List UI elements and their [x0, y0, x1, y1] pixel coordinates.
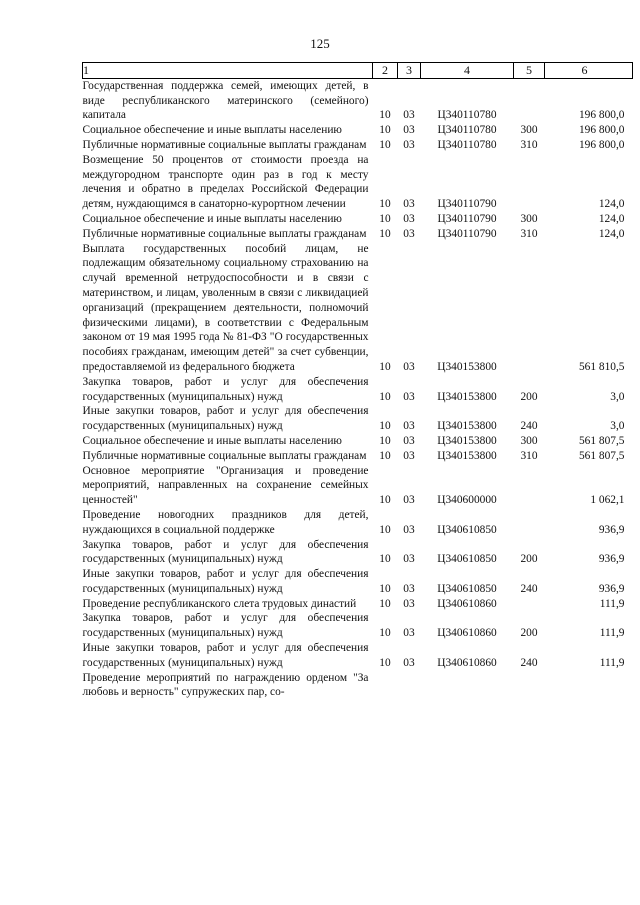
row-name: Иные закупки товаров, работ и услуг для обеспечения государственных (муниципальных) нужд: [82, 405, 369, 433]
table-row: [83, 212, 633, 227]
row-section: 10: [379, 553, 391, 566]
row-amount: 196 800,0: [578, 138, 625, 151]
row-name: Государственная поддержка семей, имеющих детей, в виде республиканского материнского (семейного) капитала: [82, 79, 369, 122]
row-name: Закупка товаров, работ и услуг для обеспечения государственных (муниципальных) нужд: [82, 538, 369, 566]
row-name: Закупка товаров, работ и услуг для обеспечения государственных (муниципальных) нужд: [82, 375, 369, 403]
row-subsection: 03: [403, 390, 415, 403]
header-col-6: 6: [545, 63, 633, 79]
row-target-article: Ц340610860: [437, 627, 497, 640]
row-subsection: 03: [403, 198, 415, 211]
row-target-article: Ц340110790: [437, 198, 497, 211]
row-amount: 196 800,0: [578, 124, 625, 137]
row-expense-type: [514, 508, 545, 538]
table-row: [83, 567, 633, 597]
table-row: [83, 508, 633, 538]
row-amount: 196 800,0: [578, 109, 625, 122]
row-section: 10: [379, 420, 391, 433]
row-amount: 936,9: [598, 553, 625, 566]
row-target-article: Ц340110790: [437, 227, 497, 240]
row-expense-type: 310: [520, 227, 538, 240]
row-section: 10: [379, 360, 391, 373]
row-subsection: 03: [403, 434, 415, 447]
budget-table: [82, 62, 633, 700]
table-row: [83, 375, 633, 405]
row-section: 10: [379, 597, 391, 610]
row-section: 10: [379, 212, 391, 225]
row-target-article: Ц340153800: [437, 434, 497, 447]
row-amount: 111,9: [599, 627, 625, 640]
row-section: 10: [379, 582, 391, 595]
row-name: Закупка товаров, работ и услуг для обеспечения государственных (муниципальных) нужд: [82, 612, 369, 640]
row-amount: 124,0: [598, 212, 625, 225]
row-expense-type: 240: [520, 582, 538, 595]
row-subsection: 03: [403, 553, 415, 566]
row-target-article: [421, 671, 514, 701]
row-subsection: 03: [403, 124, 415, 137]
header-col-3: 3: [398, 63, 421, 79]
row-name: Социальное обеспечение и иные выплаты населению: [82, 124, 342, 137]
row-name: Возмещение 50 процентов от стоимости проезда на междугородном транспорте один раз в год к месту лечения и обратно в пределах Российской Федерации детям, нуждающимся в санаторно-курортном лечении: [82, 153, 369, 211]
row-amount: 124,0: [598, 227, 625, 240]
row-expense-type: 200: [520, 390, 538, 403]
row-section: [373, 671, 398, 701]
row-target-article: Ц340153800: [437, 360, 497, 373]
row-expense-type: 240: [520, 656, 538, 669]
row-target-article: Ц340600000: [437, 494, 497, 507]
row-expense-type: [514, 242, 545, 375]
table-row: [83, 611, 633, 641]
row-subsection: 03: [403, 627, 415, 640]
table-row: [83, 123, 633, 138]
row-target-article: Ц340610850: [437, 582, 497, 595]
row-subsection: 03: [403, 656, 415, 669]
table-row: [83, 538, 633, 568]
row-name: Основное мероприятие "Организация и проведение мероприятий, направленных на сохранение семейных ценностей": [82, 464, 369, 507]
row-target-article: Ц340610860: [437, 597, 497, 610]
row-name: Иные закупки товаров, работ и услуг для обеспечения государственных (муниципальных) нужд: [82, 642, 369, 669]
row-target-article: Ц340610850: [437, 553, 497, 566]
row-subsection: 03: [403, 212, 415, 225]
row-expense-type: [514, 597, 545, 612]
row-name: Публичные нормативные социальные выплаты гражданам: [82, 227, 367, 240]
row-subsection: 03: [403, 523, 415, 536]
table-row: [83, 671, 633, 701]
table-row: [83, 597, 633, 612]
row-subsection: 03: [403, 597, 415, 610]
row-name: Проведение мероприятий по награждению орденом "За любовь и верность" супружеских пар, со-: [82, 671, 369, 699]
row-expense-type: [514, 671, 545, 701]
row-name: Выплата государственных пособий лицам, не подлежащим обязательному социальному страхованию на случай временной нетрудоспособности и в связи с материнством, и лицам, уволенным в связи с ликвидацией организаций (прекращением деятельности, полномочий физическими лицами), в соответствии с Федеральным законом от 19 мая 1995 года № 81-ФЗ "О государственных пособиях гражданам, имеющим детей" за счет субвенции, предоставляемой из федерального бюджета: [82, 242, 369, 373]
row-section: 10: [379, 138, 391, 151]
row-name: Публичные нормативные социальные выплаты гражданам: [82, 138, 367, 151]
table-row: [83, 153, 633, 212]
table-row: [83, 242, 633, 375]
row-expense-type: [514, 464, 545, 508]
row-name: Публичные нормативные социальные выплаты гражданам: [82, 449, 367, 462]
row-expense-type: [514, 153, 545, 212]
row-expense-type: 310: [520, 449, 538, 462]
row-target-article: Ц340153800: [437, 420, 497, 433]
row-target-article: Ц340153800: [437, 449, 497, 462]
row-section: 10: [379, 109, 391, 122]
row-subsection: 03: [403, 449, 415, 462]
row-amount: 561 807,5: [578, 434, 625, 447]
row-amount: 1 062,1: [590, 494, 625, 507]
table-row: [83, 78, 633, 123]
row-subsection: [398, 671, 421, 701]
header-row: [83, 63, 633, 79]
row-expense-type: 200: [520, 553, 538, 566]
row-expense-type: 200: [520, 627, 538, 640]
row-subsection: 03: [403, 420, 415, 433]
row-subsection: 03: [403, 582, 415, 595]
header-col-1: 1: [83, 63, 373, 79]
row-section: 10: [379, 627, 391, 640]
row-section: 10: [379, 523, 391, 536]
row-section: 10: [379, 124, 391, 137]
row-target-article: Ц340610850: [437, 523, 497, 536]
row-section: 10: [379, 656, 391, 669]
header-col-2: 2: [373, 63, 398, 79]
row-subsection: 03: [403, 109, 415, 122]
row-amount: 3,0: [610, 390, 625, 403]
row-subsection: 03: [403, 494, 415, 507]
row-subsection: 03: [403, 227, 415, 240]
table-row: [83, 464, 633, 508]
row-name: Проведение новогодних праздников для детей, нуждающихся в социальной поддержке: [82, 508, 369, 536]
row-name: Социальное обеспечение и иные выплаты населению: [82, 434, 342, 447]
row-amount: 111,9: [599, 656, 625, 669]
table-row: [83, 434, 633, 449]
table-row: [83, 227, 633, 242]
row-name: Социальное обеспечение и иные выплаты населению: [82, 212, 342, 225]
row-amount: 561 810,5: [578, 360, 625, 373]
row-amount: 936,9: [598, 523, 625, 536]
table-row: [83, 449, 633, 464]
row-expense-type: 300: [520, 434, 538, 447]
row-expense-type: 300: [520, 212, 538, 225]
table-row: [83, 138, 633, 153]
table-row: [83, 641, 633, 671]
table-body: [83, 78, 633, 700]
row-name: Проведение республиканского слета трудовых династий: [82, 597, 357, 610]
row-section: 10: [379, 449, 391, 462]
row-section: 10: [379, 434, 391, 447]
row-target-article: Ц340110790: [437, 212, 497, 225]
header-col-4: 4: [421, 63, 514, 79]
header-col-5: 5: [514, 63, 545, 79]
row-amount: 561 807,5: [578, 449, 625, 462]
table-row: [83, 404, 633, 434]
row-amount: 111,9: [599, 597, 625, 610]
row-section: 10: [379, 198, 391, 211]
row-expense-type: 240: [520, 420, 538, 433]
row-subsection: 03: [403, 138, 415, 151]
row-expense-type: 300: [520, 124, 538, 137]
row-section: 10: [379, 494, 391, 507]
row-amount: 3,0: [610, 420, 625, 433]
row-section: 10: [379, 227, 391, 240]
row-target-article: Ц340153800: [437, 390, 497, 403]
row-target-article: Ц340610860: [437, 656, 497, 669]
row-expense-type: [514, 78, 545, 123]
row-expense-type: 310: [520, 138, 538, 151]
row-target-article: Ц340110780: [437, 124, 497, 137]
table-header: [83, 63, 633, 79]
row-amount: 936,9: [598, 582, 625, 595]
page-number: 125: [310, 36, 330, 51]
row-target-article: Ц340110780: [437, 138, 497, 151]
row-section: 10: [379, 390, 391, 403]
row-target-article: Ц340110780: [437, 109, 497, 122]
row-amount: 124,0: [598, 198, 625, 211]
row-name: Иные закупки товаров, работ и услуг для обеспечения государственных (муниципальных) нужд: [82, 568, 369, 595]
row-amount: [545, 671, 633, 701]
row-subsection: 03: [403, 360, 415, 373]
